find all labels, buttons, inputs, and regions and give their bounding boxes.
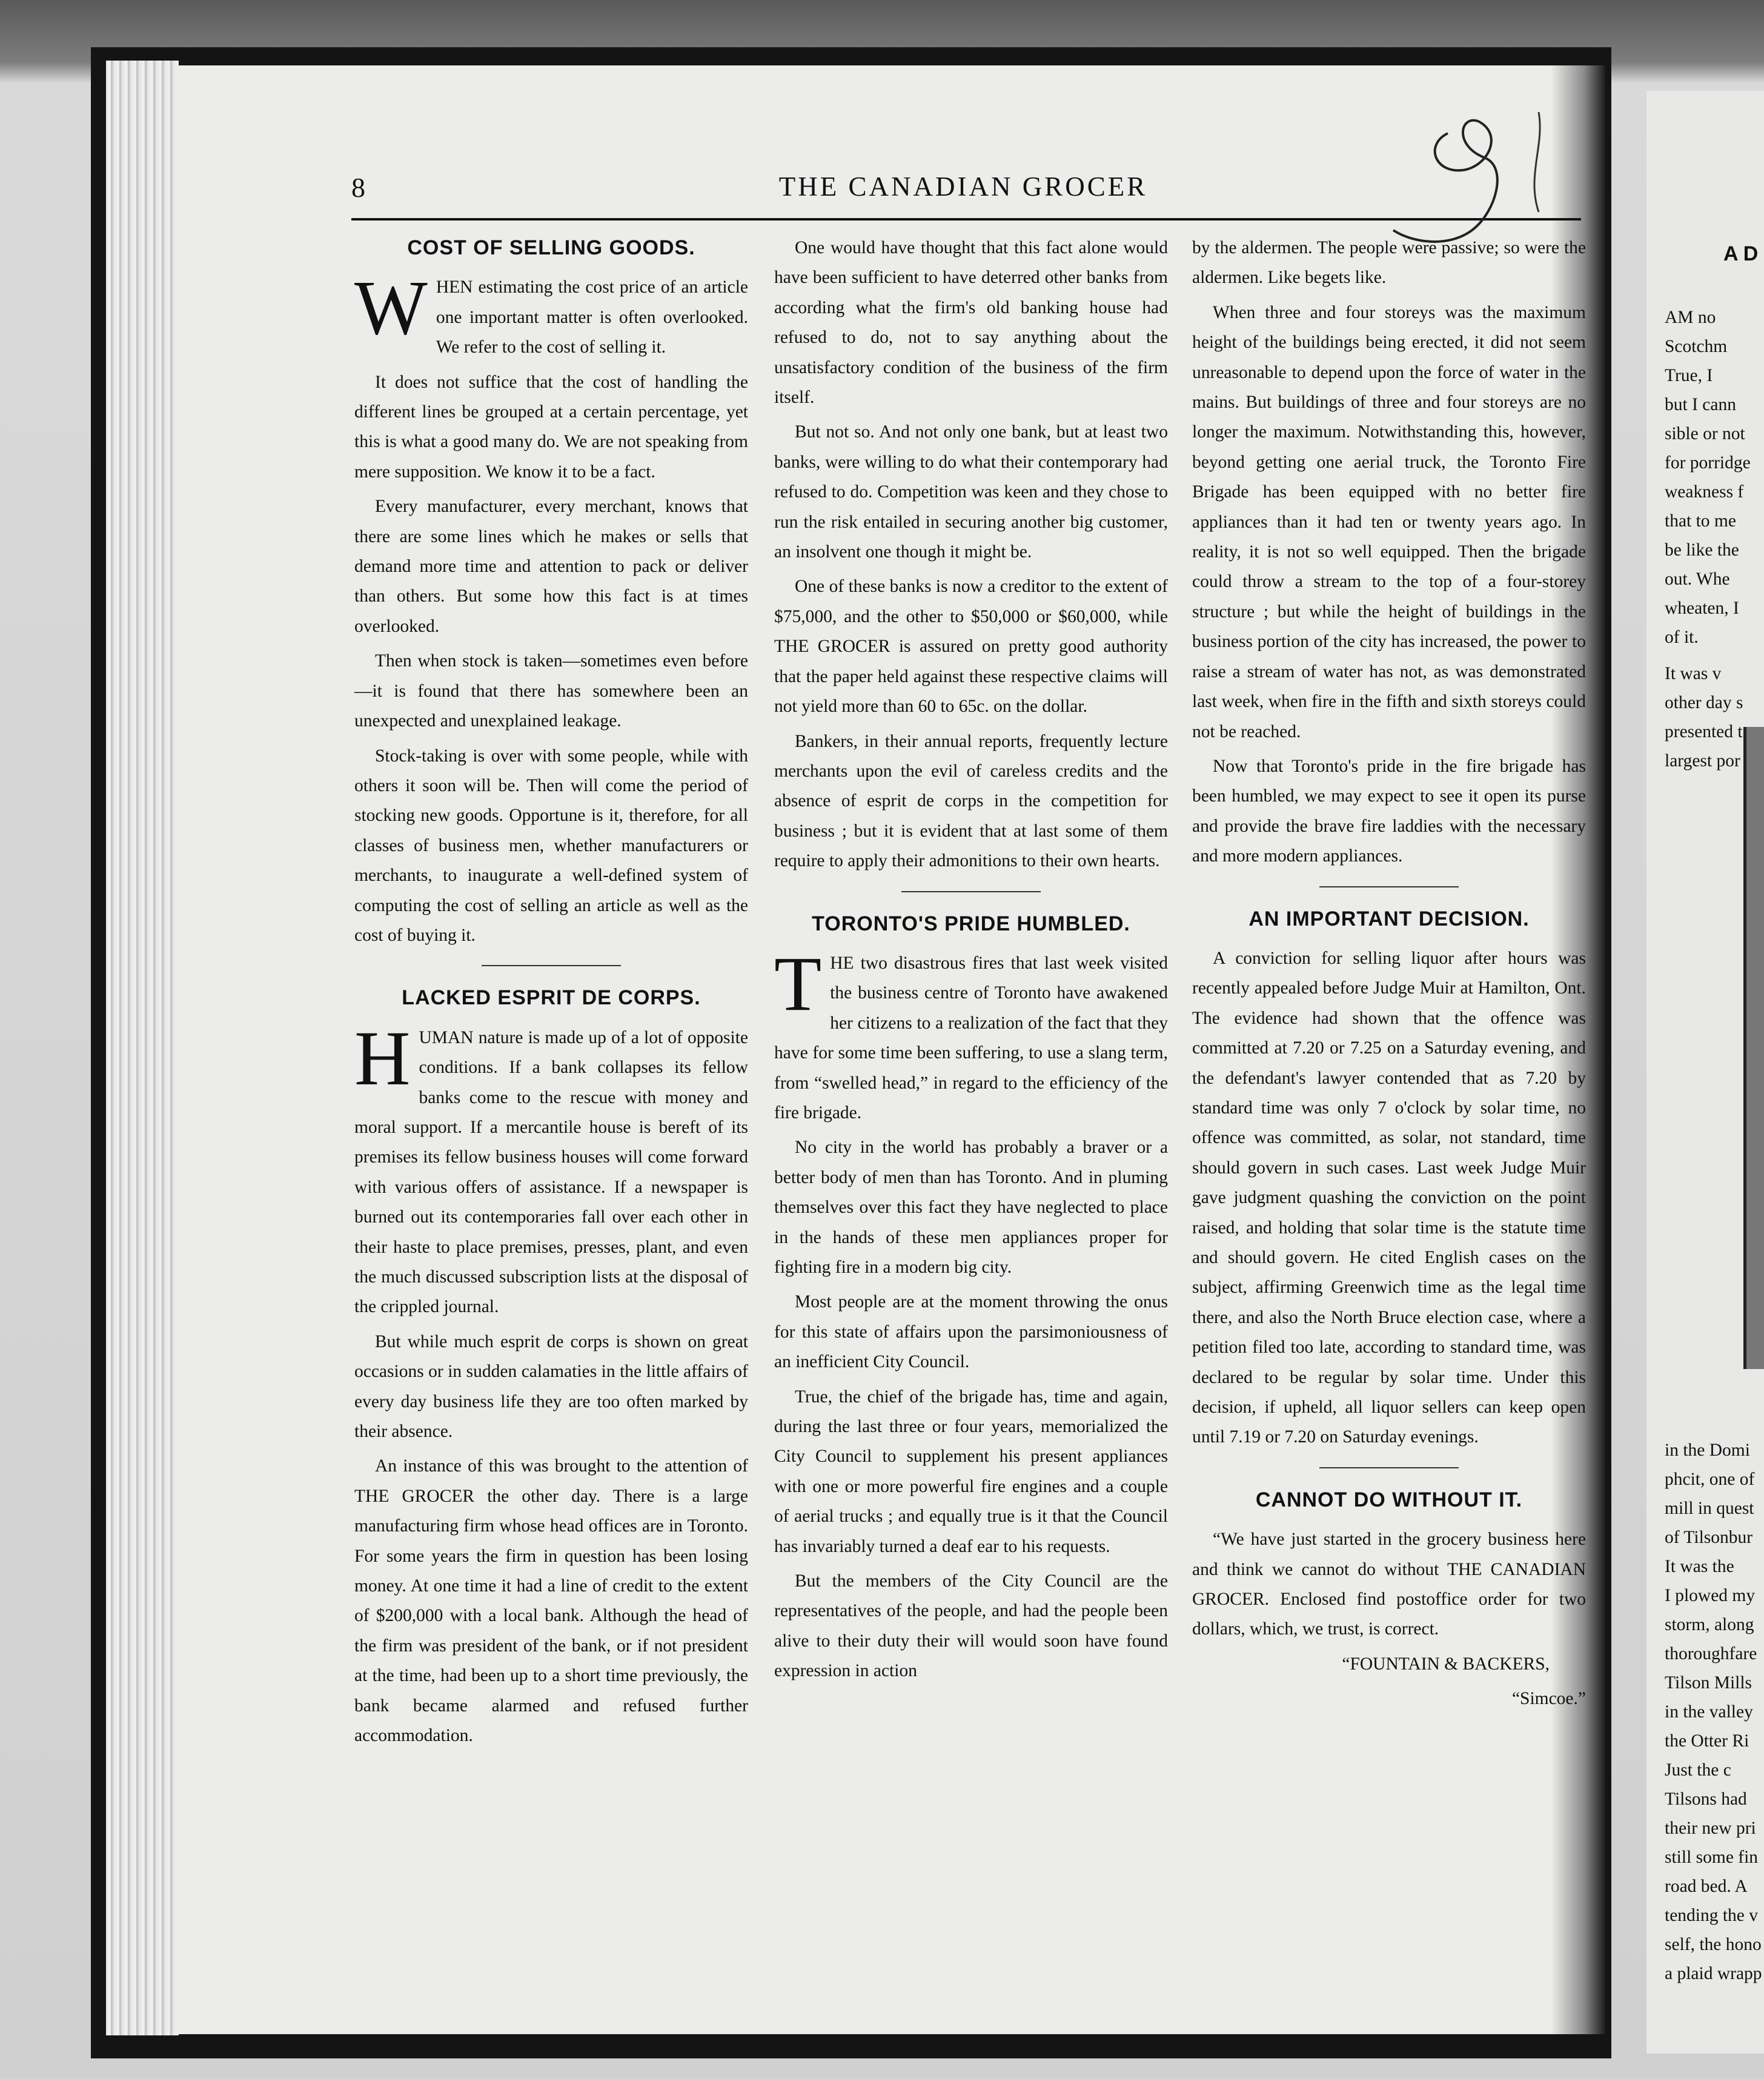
right-fragment: still some fin <box>1665 1848 1759 1867</box>
paragraph: Stock-taking is over with some people, while with others it soon will be. Then will come the period of stocking new goods. Opportune is it, therefore, for all classes of business men, whether manufacturers or merchants, to inaugurate a well-defined system of computing the cost of selling an article as well as the cost of buying it. <box>354 746 748 945</box>
section-divider <box>482 965 621 966</box>
right-fragment: mill in quest <box>1665 1499 1754 1518</box>
right-fragment: phcit, one of <box>1665 1470 1755 1489</box>
paragraph: An instance of this was brought to the attention of THE GROCER the other day. There is a large manufacturing firm whose head offices are in Toronto. For some years the firm in question has been losing money. At one time it had a line of credit to the extent of $200,000 with a local bank. Although the head of the firm was president of the bank, or if not president at the time, had been up to a short time previously, the bank became alarmed and refused further accommodation. <box>354 1456 748 1746</box>
headline-esprit-de-corps: LACKED ESPRIT DE CORPS. <box>402 986 701 1010</box>
right-fragment: for porridge <box>1665 453 1751 472</box>
headline-cannot-do-without: CANNOT DO WITHOUT IT. <box>1255 1488 1523 1511</box>
headline-cost-of-selling: COST OF SELLING GOODS. <box>407 236 695 259</box>
paragraph: Most people are at the moment throwing the onus for this state of affairs upon the parsimoniousness of an inefficient City Council. <box>774 1292 1168 1372</box>
paragraph: Every manufacturer, every merchant, knows that there are some lines which he makes or sells that demand more time and attention to pack or deliver than others. But some how this fact is at times overlooked. <box>354 497 748 636</box>
signature-line: “FOUNTAIN & BACKERS, <box>1342 1654 1550 1674</box>
paragraph: One would have thought that this fact alone would have been sufficient to have deterred other banks from according what the firm's old banking house had refused to do, not to say anything about the unsatisfactory condition of the business of the firm itself. <box>774 238 1168 408</box>
paragraph-text: UMAN nature is made up of a lot of opposite conditions. If a bank collapses its fellow banks come to the rescue with money and moral support. If a mercantile house is bereft of its premises its fellow business houses will come forward with various offers of assistance. If a newspaper is burned out its contemporaries fall over each other in their haste to place premises, presses, plant, and even the much discussed subscription lists at the disposal of the crippled journal. <box>354 1027 748 1317</box>
masthead: THE CANADIAN GROCER <box>778 171 1148 202</box>
paragraph: But while much esprit de corps is shown on great occasions or in sudden calamaties in the little affairs of every day business life they are too often marked by their absence. <box>354 1331 748 1442</box>
drop-cap: H <box>354 1015 411 1101</box>
right-fragment: Just the c <box>1665 1760 1731 1780</box>
right-fragment: weakness f <box>1665 482 1744 502</box>
right-fragment: of Tilsonbur <box>1665 1528 1753 1547</box>
page-edges <box>106 61 179 2035</box>
paragraph: by the aldermen. The people were passive; so were the aldermen. Like begets like. <box>1192 238 1586 288</box>
right-fragment: their new pri <box>1665 1819 1756 1838</box>
right-fragment: Tilson Mills <box>1665 1673 1752 1693</box>
drop-cap: W <box>354 265 428 351</box>
column-2 <box>774 233 1168 1691</box>
right-fragment: tending the v <box>1665 1906 1759 1925</box>
paragraph <box>354 265 748 362</box>
right-fragment: largest por <box>1665 751 1740 771</box>
paragraph: “We have just started in the grocery business here and think we cannot do without THE CANADIAN GROCER. Enclosed find postoffice order for two dollars, which, we trust, is correct. <box>1192 1530 1586 1639</box>
paragraph: True, the chief of the brigade has, time and again, during the last three or four years, memorialized the City Council to supplement his present appliances with one or more powerful fire engines and a couple of aerial trucks ; and equally true is it that the Council has invariably turned a deaf ear to his requests. <box>774 1387 1168 1556</box>
paragraph: But the members of the City Council are the representatives of the people, and had the people been alive to their duty their will would soon have found expression in action <box>774 1571 1168 1681</box>
paragraph: Then when stock is taken—sometimes even before—it is found that there has somewhere been an unexpected and unexplained leakage. <box>354 651 748 731</box>
column-1 <box>354 233 748 1756</box>
right-fragment: thoroughfare <box>1665 1644 1757 1663</box>
right-fragment: in the Domi <box>1665 1441 1750 1460</box>
right-page-picture-frame <box>1743 727 1764 1369</box>
right-page-headline: A D <box>1723 242 1759 265</box>
right-fragment: presented t <box>1665 722 1743 741</box>
right-fragment: a plaid wrapp <box>1665 1964 1762 1983</box>
right-fragment: Tilsons had <box>1665 1789 1747 1809</box>
right-fragment: that to me <box>1665 511 1736 531</box>
paragraph: It does not suffice that the cost of handling the different lines be grouped at a certain percentage, yet this is what a good many do. We are not speaking from mere supposition. We know it to be a fact. <box>354 372 748 482</box>
paragraph: No city in the world has probably a braver or a better body of men than has Toronto. And in pluming themselves over this fact they have neglected to place in the hands of these men appliances proper for fighting fire in a modern big city. <box>774 1138 1168 1277</box>
paragraph <box>354 1015 748 1322</box>
paragraph-text: HE two disastrous fires that last week visited the business centre of Toronto have awakened her citizens to a realization of the fact that they have for some time been suffering, to use a slang term, from “swelled head,” in regard to the efficiency of the fire brigade. <box>774 953 1168 1122</box>
paragraph: Bankers, in their annual reports, frequently lecture merchants upon the evil of careless credits and the absence of esprit de corps in the competition for business ; but it is evident that at last some of them require to apply their admonitions to their own hearts. <box>774 731 1168 871</box>
right-fragment: road bed. A <box>1665 1877 1748 1896</box>
right-fragment: True, I <box>1665 366 1713 385</box>
right-fragment: in the valley <box>1665 1702 1753 1722</box>
section-divider <box>1319 1467 1459 1468</box>
right-fragment: storm, along <box>1665 1615 1754 1634</box>
drop-cap: T <box>774 940 822 1027</box>
right-fragment: self, the hono <box>1665 1935 1762 1954</box>
headline-important-decision: AN IMPORTANT DECISION. <box>1248 907 1530 930</box>
section-divider <box>1319 886 1459 887</box>
paragraph: But not so. And not only one bank, but at least two banks, were willing to do what their contemporary had refused to do. Competition was keen and they chose to run the risk entailed in securing another big customer, an insolvent one though it might be. <box>774 422 1168 562</box>
paragraph: One of these banks is now a creditor to the extent of $75,000, and the other to $50,000 or $60,000, while THE GROCER is assured on pretty good authority that the paper held against these respective claims will not yield more than 60 to 65c. on the dollar. <box>774 577 1168 717</box>
right-fragment: It was the <box>1665 1557 1734 1576</box>
signature-line: “Simcoe.” <box>1511 1689 1586 1709</box>
headline-torontos-pride: TORONTO'S PRIDE HUMBLED. <box>812 912 1130 935</box>
right-fragment: sible or not <box>1665 424 1745 443</box>
right-fragment: other day s <box>1665 693 1743 712</box>
section-divider <box>901 891 1041 892</box>
right-fragment: be like the <box>1665 540 1739 560</box>
paragraph: When three and four storeys was the maximum height of the buildings being erected, it did not seem unreasonable to depend upon the force of water in the mains. But buildings of three and four storeys are no longer the maximum. Notwithstanding this, however, beyond getting one aerial truck, the Toronto Fire Brigade has been equipped with no better fire appliances than it had ten or twenty years ago. In reality, it is not so well equipped. Then the brigade could throw a stream to the top of a four-storey structure ; but while the height of buildings in the business portion of the city has increased, the power to raise a stream of water has not, as was demonstrated last week, when fire in the fifth and sixth storeys could not be reached. <box>1192 302 1586 741</box>
column-3 <box>1192 233 1586 1719</box>
right-fragment: wheaten, I <box>1665 598 1739 618</box>
right-fragment: It was v <box>1665 664 1722 683</box>
paragraph-text: HEN estimating the cost price of an article one important matter is often overlooked. We refer to the cost of selling it. <box>436 277 748 357</box>
right-fragment: out. Whe <box>1665 569 1730 589</box>
right-fragment: the Otter Ri <box>1665 1731 1749 1751</box>
right-fragment: Scotchm <box>1665 337 1728 356</box>
paragraph: Now that Toronto's pride in the fire brigade has been humbled, we may expect to see it open its purse and provide the brave fire laddies with the necessary and more modern appliances. <box>1192 756 1586 866</box>
page-number: 8 <box>351 172 365 203</box>
right-fragment: AM no <box>1665 308 1716 327</box>
right-fragment: of it. <box>1665 628 1699 647</box>
paragraph: A conviction for selling liquor after hours was recently appealed before Judge Muir at Hamilton, Ont. The evidence had shown that the offence was committed at 7.20 or 7.25 on a Saturday evening, and the defendant's lawyer contended that as 7.20 by standard time was only 7 o'clock by solar time, no offence was committed, as solar, not standard, time should govern in such cases. Last week Judge Muir gave judgment quashing the conviction on the point raised, and holding that solar time is the statute time and should govern. He cited English cases on the subject, affirming Greenwich time as the legal time there, and also the North Bruce election case, where a petition filed too late, according to standard time, was declared to be regular by solar time. Under this decision, if upheld, all liquor sellers can keep open until 7.19 or 7.20 on Saturday evenings. <box>1192 948 1586 1447</box>
paragraph <box>774 940 1168 1128</box>
right-fragment: but I cann <box>1665 395 1736 414</box>
right-fragment: I plowed my <box>1665 1586 1756 1605</box>
